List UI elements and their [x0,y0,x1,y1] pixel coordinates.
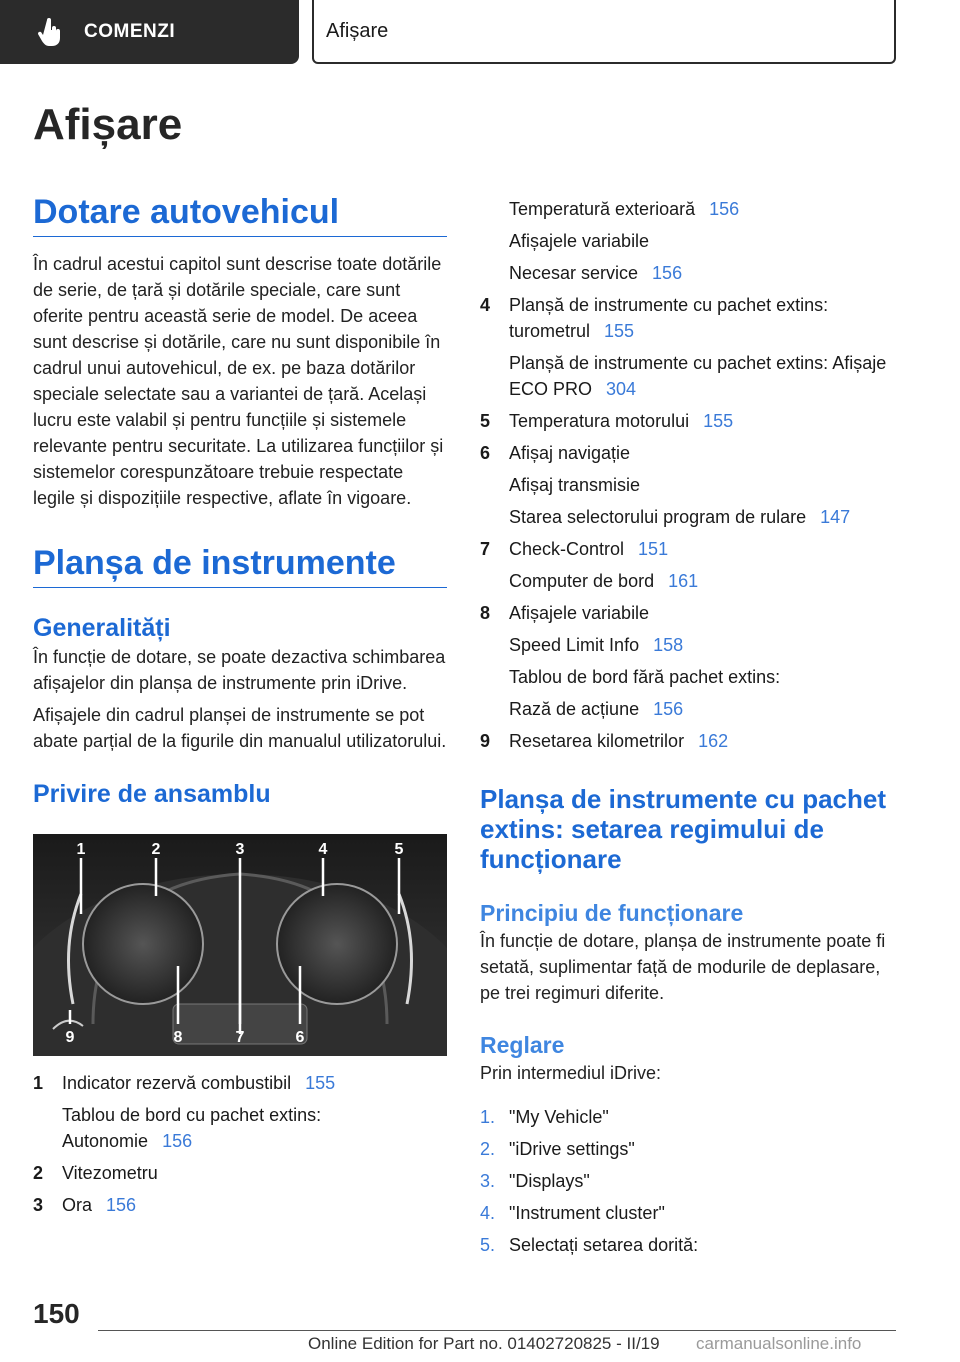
item-number: 7 [480,539,491,559]
chapter-tab-label: COMENZI [84,21,176,42]
step-text: "Displays" [509,1171,590,1191]
page-link[interactable]: 151 [638,539,669,559]
page-link[interactable]: 161 [668,571,699,591]
heading-reglare: Reglare [480,1032,565,1058]
item-number: 9 [480,731,491,751]
item-text: Planșă de instrumente cu pachet extins: turometrul [509,295,829,341]
item-text: Check-Control [509,539,625,559]
heading-principiu-functionare: Principiu de funcționare [480,900,744,926]
chapter-tab[interactable] [0,0,299,64]
section-header-label: Afișare [326,19,389,42]
item-text: Afișajele variabile [509,231,650,251]
item-text: Tablou de bord fără pachet extins: [509,667,781,687]
section-header [312,0,896,64]
page-link[interactable]: 155 [604,321,635,341]
page-link[interactable]: 162 [698,731,729,751]
page-number: 150 [33,1298,80,1329]
item-text: Afișaj transmisie [509,475,641,495]
list-item [480,292,900,344]
footer-divider [98,1330,896,1331]
paragraph-dotare: În cadrul acestui capitol sunt descrise toate dotările de serie, de țară și dotările speciale, care sunt oferite pentru această serie de model. De aceea sunt descrise și dotările, care nu sunt disponibile în cadrul unui autovehicul, de ex. pe baza dotărilor speciale selectate sau a variantei de țară. Același lucru este valabil și pentru funcțiile și sistemele relevante pentru securitate. La utilizarea funcțiilor și sistemelor corespunzătoare trebuie respectate legile și dispozițiile respective, aflate în vigoare. [33,254,444,508]
list-subitem [480,632,900,658]
step-text: "iDrive settings" [509,1139,635,1159]
page-link[interactable]: 304 [606,379,637,399]
step-item [480,1200,900,1226]
item-text: Indicator rezervă combustibil [62,1073,292,1093]
figure-label-2: 2 [151,841,161,858]
paragraph-reglare-intro: Prin intermediul iDrive: [480,1063,662,1083]
list-subitem [33,1102,447,1154]
item-text: Resetarea kilometrilor [509,731,685,751]
page-link[interactable]: 156 [652,263,683,283]
page-link[interactable]: 156 [162,1131,193,1151]
list-subitem [480,350,900,402]
list-item [33,1192,447,1218]
list-item [33,1160,447,1186]
item-number: 6 [480,443,491,463]
figure-label-5: 5 [394,841,404,858]
page-link[interactable]: 155 [305,1073,336,1093]
list-subitem [480,472,900,498]
instrument-cluster-figure [33,834,447,1056]
item-text: Vitezometru [62,1163,158,1183]
hand-pointer-icon [34,16,66,48]
paragraph-generalitati-1: În funcție de dotare, se poate dezactiva schimbarea afișajelor din planșa de instrumente prin iDrive. [33,647,446,693]
page-link[interactable]: 155 [703,411,734,431]
paragraph-principiu: În funcție de dotare, planșa de instrumente poate fi setată, suplimentar față de modurile de deplasare, pe trei regimuri diferite. [480,931,886,1003]
figure-label-1: 1 [76,841,86,858]
heading-generalitati: Generalități [33,614,171,642]
item-number: 5 [480,411,491,431]
heading-plansa-instrumente: Planșa de instrumente [33,541,447,588]
page-link[interactable]: 156 [106,1195,137,1215]
item-number: 8 [480,603,491,623]
page-link[interactable]: 156 [653,699,684,719]
list-subitem [480,228,900,254]
paragraph-generalitati-2: Afișajele din cadrul planșei de instrumente se pot abate parțial de la figurile din manualul utilizatorului. [33,705,447,751]
list-subitem [480,664,900,690]
page-title: Afișare [33,100,183,149]
item-text: Speed Limit Info [509,635,640,655]
list-item [480,600,900,626]
page-link[interactable]: 158 [653,635,684,655]
step-number: 1. [480,1107,496,1127]
step-item [480,1136,900,1162]
step-item [480,1168,900,1194]
item-text: Afișaj navigație [509,443,631,463]
figure-label-3: 3 [235,841,245,858]
figure-label-8: 8 [173,1029,183,1046]
item-text: Temperatura motorului [509,411,690,431]
item-text: Computer de bord [509,571,655,591]
item-number: 2 [33,1163,44,1183]
item-number: 3 [33,1195,44,1215]
step-text: "Instrument cluster" [509,1203,665,1223]
step-text: Selectați setarea dorită: [509,1235,699,1255]
footer-edition: Online Edition for Part no. 01402720825 - II/19 [308,1334,660,1353]
item-text: Afișajele variabile [509,603,650,623]
list-item [480,536,900,562]
item-text: Necesar service [509,263,639,283]
list-subitem [480,696,900,722]
list-item [480,408,900,434]
figure-label-6: 6 [295,1029,305,1046]
list-item [480,440,900,466]
right-column [480,196,900,1264]
list-item [480,728,900,754]
step-number: 4. [480,1203,496,1223]
step-item [480,1104,900,1130]
step-number: 5. [480,1235,496,1255]
item-number: 4 [480,295,491,315]
list-subitem [480,568,900,594]
figure-label-9: 9 [65,1029,75,1046]
item-text: Temperatură exterioară [509,199,696,219]
item-number: 1 [33,1073,44,1093]
page-link[interactable]: 147 [820,507,851,527]
step-text: "My Vehicle" [509,1107,609,1127]
list-item [33,1070,447,1096]
item-text: Starea selectorului program de rulare [509,507,807,527]
figure-label-4: 4 [318,841,328,858]
heading-setarea-regimului: Planșa de instrumente cu pachet extins: setarea regimului de funcționare [480,784,887,874]
step-number: 2. [480,1139,496,1159]
step-number: 3. [480,1171,496,1191]
item-text: Planșă de instrumente cu pachet extins: Afișaje ECO PRO [509,353,887,399]
heading-dotare-autovehicul: Dotare autovehicul [33,190,447,237]
heading-privire-ansamblu: Privire de ansamblu [33,780,271,808]
left-column [33,190,447,1224]
item-text: Ora [62,1195,93,1215]
item-text: Tablou de bord cu pachet extins: Autonomie [62,1105,322,1151]
step-item [480,1232,900,1258]
item-text: Rază de acțiune [509,699,640,719]
figure-label-7: 7 [235,1029,245,1046]
list-subitem [480,196,900,222]
watermark: carmanualsonline.info [696,1334,862,1353]
page-link[interactable]: 156 [709,199,740,219]
list-subitem [480,504,900,530]
list-subitem [480,260,900,286]
